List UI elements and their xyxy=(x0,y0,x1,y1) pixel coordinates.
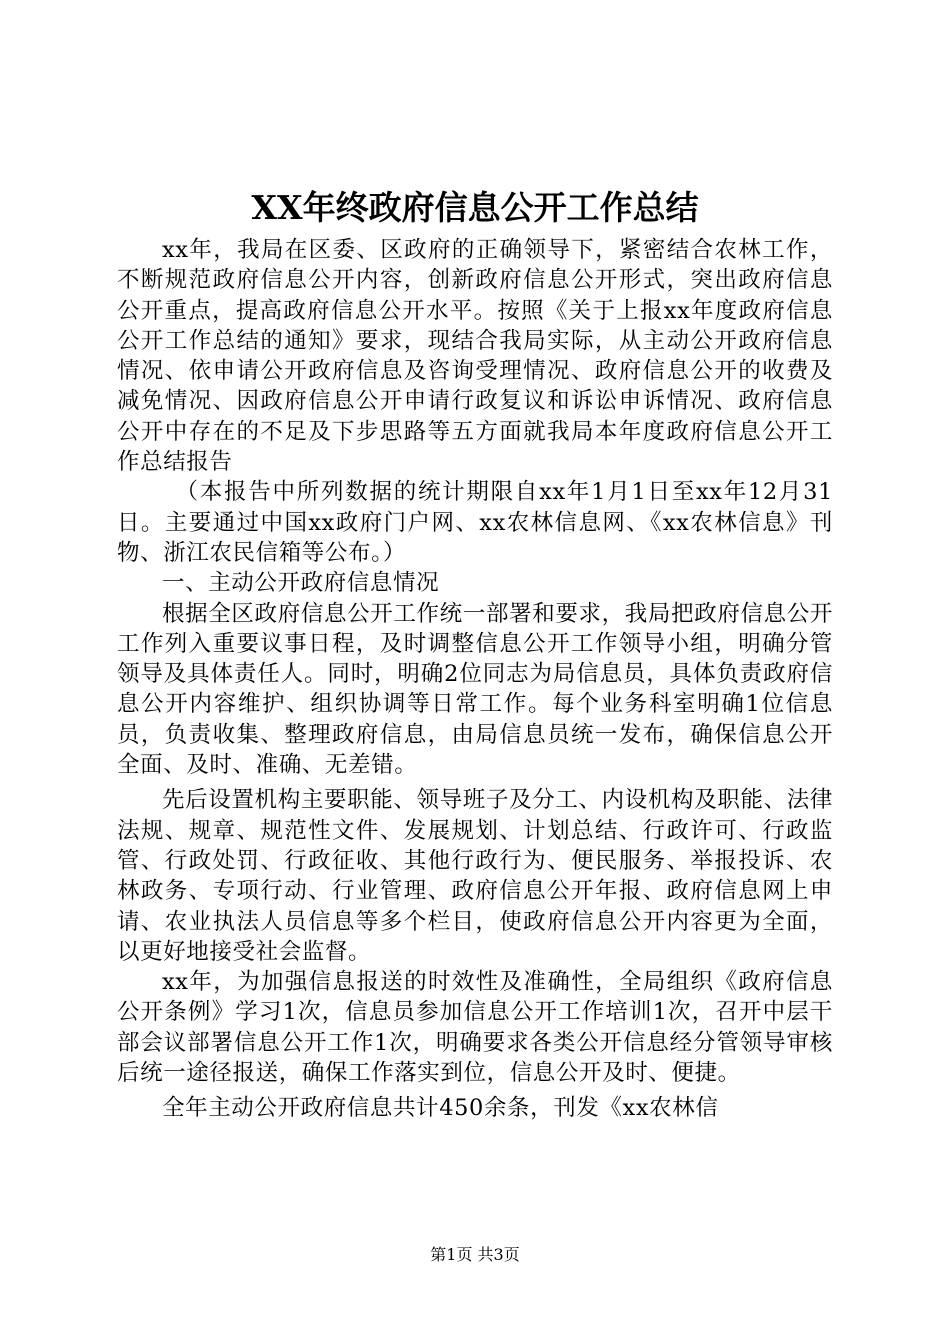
paragraph-published-count: 全年主动公开政府信息共计450余条，刊发《xx农林信 xyxy=(162,1095,719,1122)
paragraph-deployment: 根据全区政府信息公开工作统一部署和要求，我局把政府信息公开工作列入重要议事日程，及时调整信息公开工作领导小组，明确分管领导及具体责任人。同时，明确2位同志为局信息员，具体负责政府信息公开内容维护、组织协调等日常工作。每个业务科室明确1位信息员，负责收集、整理政府信息，由局信息员统一发布，确保信息公开全面、及时、准确、无差错。 xyxy=(117,600,833,779)
document-title: XX年终政府信息公开工作总结 xyxy=(251,188,699,227)
page-number-footer: 第1页 共3页 xyxy=(430,1245,520,1264)
document-body xyxy=(117,235,833,1124)
paragraph-note: （本报告中所列数据的统计期限自xx年1月1日至xx年12月31日。主要通过中国xx政府门户网、xx农林信息网、《xx农林信息》刊物、浙江农民信箱等公布。） xyxy=(117,479,833,566)
paragraph-columns: 先后设置机构主要职能、领导班子及分工、内设机构及职能、法律法规、规章、规范性文件、发展规划、计划总结、行政许可、行政监管、行政处罚、行政征收、其他行政行为、便民服务、举报投诉、农林政务、专项行动、行业管理、政府信息公开年报、政府信息网上申请、农业执法人员信息等多个栏目，使政府信息公开内容更为全面，以更好地接受社会监督。 xyxy=(117,787,833,965)
section-heading-1: 一、主动公开政府信息情况 xyxy=(162,570,440,597)
paragraph-training: xx年，为加强信息报送的时效性及准确性，全局组织《政府信息公开条例》学习1次，信息员参加信息公开工作培训1次，召开中层干部会议部署信息公开工作1次，明确要求各类公开信息经分管领导审核后统一途径报送，确保工作落实到位，信息公开及时、便捷。 xyxy=(117,969,833,1087)
paragraph-intro: xx年，我局在区委、区政府的正确领导下，紧密结合农林工作，不断规范政府信息公开内容，创新政府信息公开形式，突出政府信息公开重点，提高政府信息公开水平。按照《关于上报xx年度政府信息公开工作总结的通知》要求，现结合我局实际，从主动公开政府信息情况、依申请公开政府信息及咨询受理情况、政府信息公开的收费及减免情况、因政府信息公开申请行政复议和诉讼申诉情况、政府信息公开中存在的不足及下步思路等五方面就我局本年度政府信息公开工作总结报告 xyxy=(117,237,833,476)
